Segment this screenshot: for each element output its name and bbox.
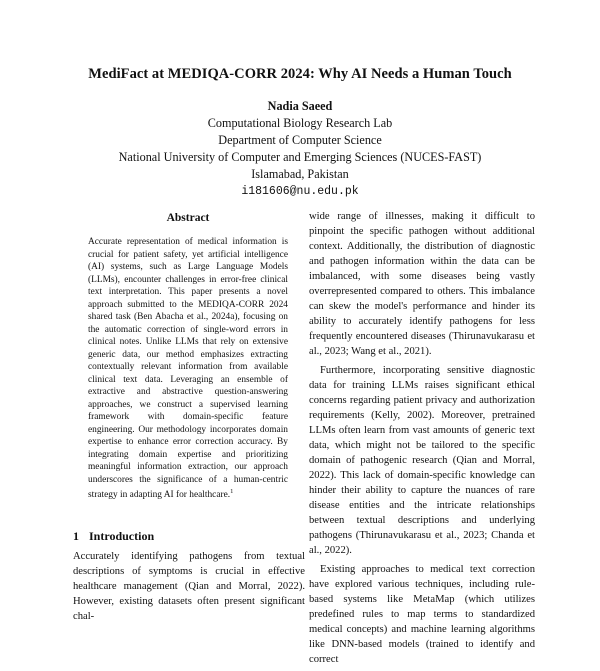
author-block xyxy=(0,98,600,200)
author-name: Nadia Saeed xyxy=(267,99,333,113)
affiliation-city: Islamabad, Pakistan xyxy=(251,167,349,181)
section-heading-introduction xyxy=(73,529,154,544)
section-title: Introduction xyxy=(89,529,155,543)
paper-title: MediFact at MEDIQA-CORR 2024: Why AI Needs a Human Touch xyxy=(88,66,512,82)
right-column xyxy=(309,209,535,671)
affiliation-univ: National University of Computer and Emerging Sciences (NUCES-FAST) xyxy=(118,150,482,164)
section-number: 1 xyxy=(73,529,79,543)
affiliation-dept: Department of Computer Science xyxy=(218,133,382,147)
abstract-text: Accurate representation of medical information is crucial for patient safety, yet artificial intelligence (AI) systems, such as Large Language Models (LLMs), encounter challenges in error-free clinical text interpretation. This paper presents a novel approach submitted to the MEDIQA-CORR 2024 shared task (Ben Abacha et al., 2024a), focusing on the automatic correction of single-word errors in clinical notes. Unlike LLMs that rely on extensive generic data, our method emphasizes extracting contextually relevant information from available clinical text data. Leveraging an ensemble of extractive and abstractive question-answering approaches, we construct a supervised learning framework with domain-specific feature engineering. Our methodology incorporates domain expertise to enhance error correction accuracy. By integrating domain expertise and prioritizing meaningful information extraction, our approach underscores the significance of a human-centric strategy in adapting AI for healthcare. xyxy=(88,237,288,501)
abstract-body xyxy=(88,236,288,502)
right-paragraph-3: Existing approaches to medical text correction have explored various techniques, including rule-based systems like MetaMap (which utilizes predefined rules to map terms to standardized medical concepts) and machine learning algorithms like DNN-based models (trained to identify and correct xyxy=(309,564,535,665)
footnote-marker: 1 xyxy=(230,488,234,495)
abstract-heading: Abstract xyxy=(166,212,210,224)
author-email[interactable]: i181606@nu.edu.pk xyxy=(241,185,359,198)
right-paragraph-1: wide range of illnesses, making it difficult to pinpoint the specific pathogen without additional context. Additionally, the distribution of diagnostic and pathogen information within the data can be imbalanced, with some diseases being vastly overrepresented compared to others. This imbalance can skew the model's performance and hinder its ability to accurately identify pathogens for less frequently encountered diseases (Thirunavukarasu et al., 2023; Wang et al., 2021). xyxy=(309,211,535,357)
right-paragraph-2: Furthermore, incorporating sensitive diagnostic data for training LLMs raises significant ethical concerns regarding patient privacy and authorization requirements (Kelly, 2002). Moreover, pretrained LLMs often learn from vast amounts of generic text data, which might not be tailored to the specific domain of pathogenic research (Qian and Morral, 2022). This lack of domain-specific knowledge can hinder their ability to capture the nuances of rare disease entities and the intricate relationships between textual descriptions and underlying pathogens (Thirunavukarasu et al., 2023; Chanda et al., 2022). xyxy=(309,365,535,556)
intro-paragraph: Accurately identifying pathogens from textual descriptions of symptoms is crucial in effective healthcare management (Qian and Morral, 2022). However, existing datasets often present significant chal- xyxy=(73,551,305,622)
affiliation-lab: Computational Biology Research Lab xyxy=(207,116,393,130)
